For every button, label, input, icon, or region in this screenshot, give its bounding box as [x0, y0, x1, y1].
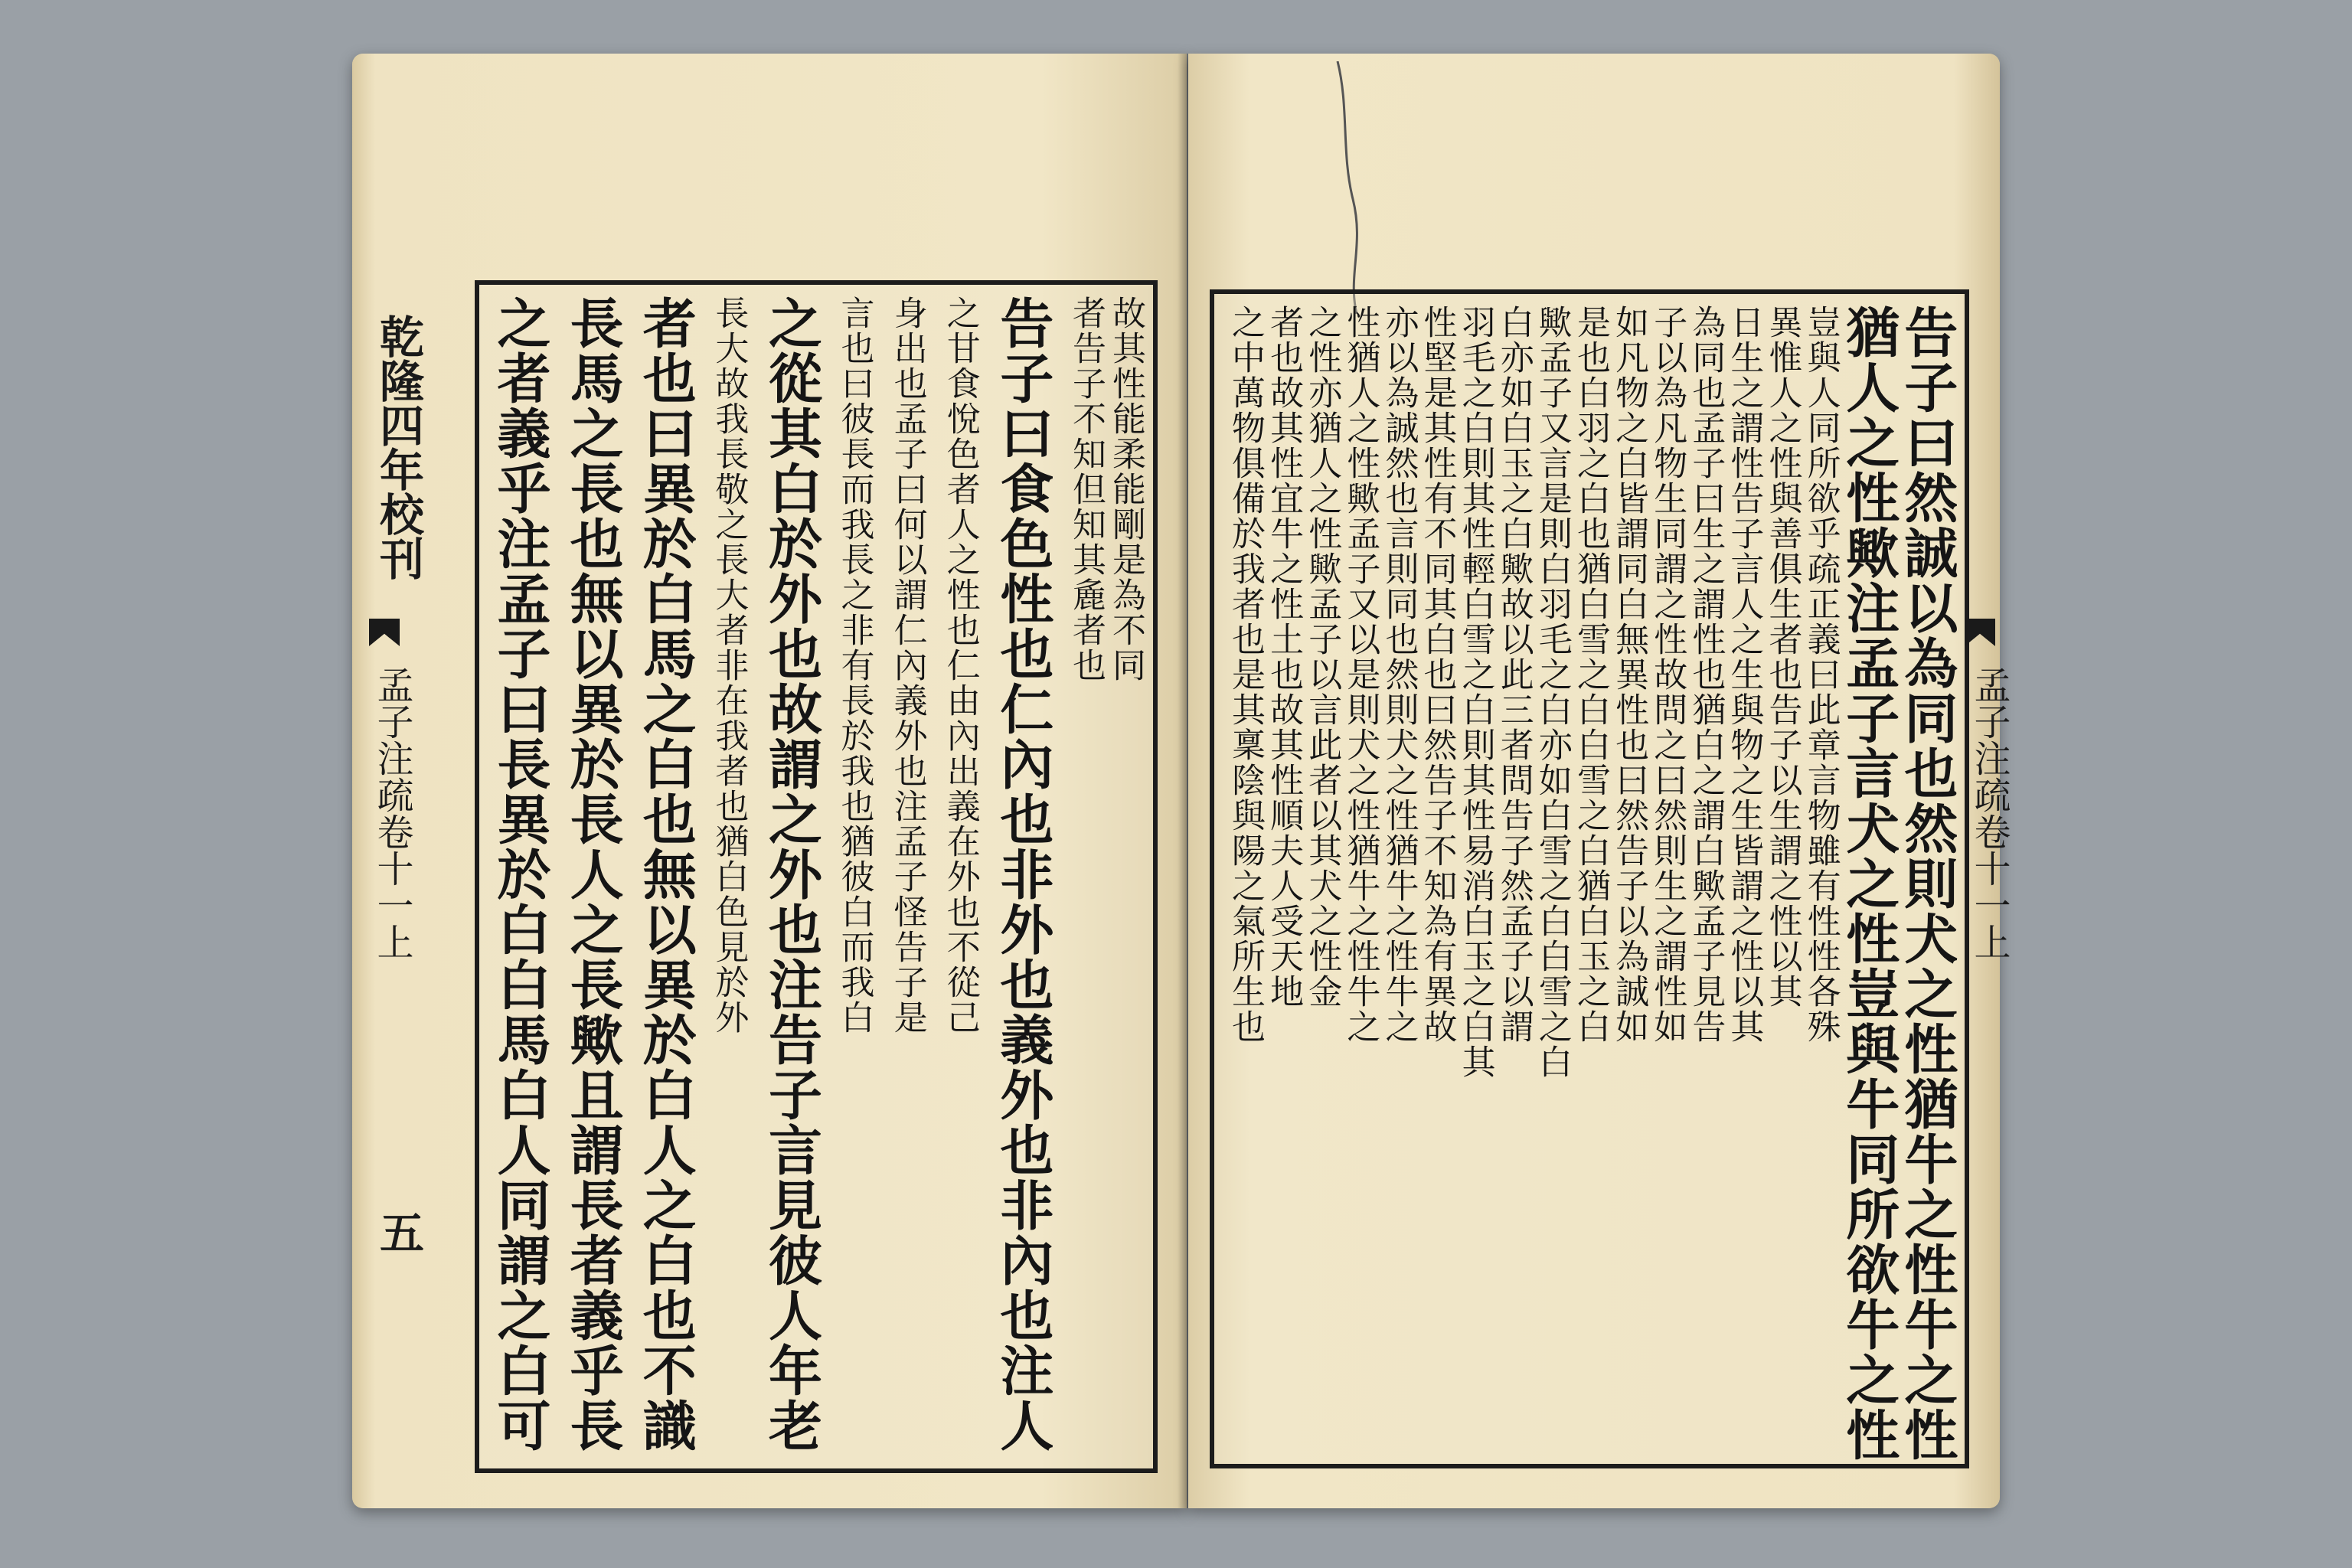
left-text-columns [488, 296, 1145, 1458]
right-text-frame [1210, 289, 1969, 1468]
paper-crease [1334, 61, 1364, 314]
text-column: 豈與人同所欲乎疏正義曰此章言物雖有性性各殊 [1801, 305, 1841, 1044]
open-book [337, 54, 2011, 1524]
text-column: 告子曰食色性也仁內也非外也義外也非內也注人 [991, 296, 1055, 1453]
text-column: 子以為凡物生同謂之性故問之曰然則生之謂性如 [1648, 305, 1687, 1044]
left-page-heading: 孟子注疏卷十一上 [371, 666, 413, 960]
text-column: 羽毛之白則其性輕白雪之白則其性易消白玉之白其 [1455, 305, 1495, 1080]
text-column: 之中萬物俱備於我者也是其稟陰與陽之氣所生也 [1226, 305, 1265, 1044]
text-column-pair [1066, 296, 1145, 1458]
text-column: 歟孟子又言是則白羽毛之白亦如白雪之白白雪之白 [1532, 305, 1572, 1080]
text-column: 異惟人之性與善俱生者也告子以生謂之性以其 [1762, 305, 1802, 1009]
text-column: 猶人之性歟注孟子言犬之性豈與牛同所欲牛之性 [1837, 305, 1901, 1462]
left-page [352, 54, 1187, 1508]
right-page-heading: 孟子注疏卷十一上 [1968, 666, 2011, 960]
colophon: 乾隆四年校刊 [372, 314, 424, 580]
text-column: 之從其白於外也故謂之外也注告子言見彼人年老 [760, 296, 824, 1453]
right-page [1188, 54, 2011, 1508]
text-column: 如凡物之白皆謂同白無異性也曰然告子以為誠如 [1609, 305, 1649, 1044]
text-column: 長馬之長也無以異於長人之長歟且謂長者義乎長 [561, 296, 626, 1453]
text-column: 告子曰然誠以為同也然則犬之性猶牛之性牛之性 [1895, 305, 1959, 1462]
text-column: 是也白羽之白也猶白雪之白白雪之白猶白玉之白 [1570, 305, 1610, 1044]
text-column: 者也故其性宜牛之性土也故其性順夫人受天地 [1264, 305, 1304, 1009]
left-page-number: 五 [372, 1210, 424, 1254]
text-column: 之者義乎注孟子曰長異於白白馬白人同謂之白可 [488, 296, 552, 1453]
text-column: 性堅是其性有不同其白也曰然告子不知為有異故 [1417, 305, 1457, 1044]
right-text-columns [1225, 305, 1959, 1462]
text-column: 為同也孟子曰生之謂性也猶白之謂白歟孟子見告 [1686, 305, 1726, 1044]
text-column: 之性亦猶人之性歟孟子以言此者以其犬之性金 [1302, 305, 1342, 1009]
text-column: 長大故我長敬之長大者非在我者也猶白色見於外 [709, 296, 749, 1035]
fish-tail-icon [1965, 619, 1995, 646]
text-column: 者告子不知但知其麁者也 [1066, 296, 1106, 683]
text-column: 性猶人之性歟孟子又以是則犬之性猶牛之性牛之 [1341, 305, 1380, 1044]
text-column: 日生之謂性告子言人之生與物之生皆謂之性以其 [1724, 305, 1764, 1044]
fish-tail-icon [369, 619, 400, 646]
text-column: 身出也孟子曰何以謂仁內義外也注孟子怪告子是 [887, 296, 927, 1035]
text-column: 之甘食悅色者人之性也仁由內出義在外也不從己 [940, 296, 980, 1035]
text-column: 故其性能柔能剛是為不同 [1106, 296, 1145, 683]
text-column: 言也曰彼長而我長之非有長於我也猶彼白而我白 [835, 296, 874, 1035]
text-column: 白亦如白玉之白歟故以此三者問告子然孟子以謂 [1494, 305, 1534, 1044]
left-text-frame [475, 280, 1158, 1473]
text-column: 亦以為誠然也言則同也然則犬之性猶牛之性牛之 [1379, 305, 1419, 1044]
text-column: 者也曰異於白馬之白也無以異於白人之白也不識 [634, 296, 698, 1453]
